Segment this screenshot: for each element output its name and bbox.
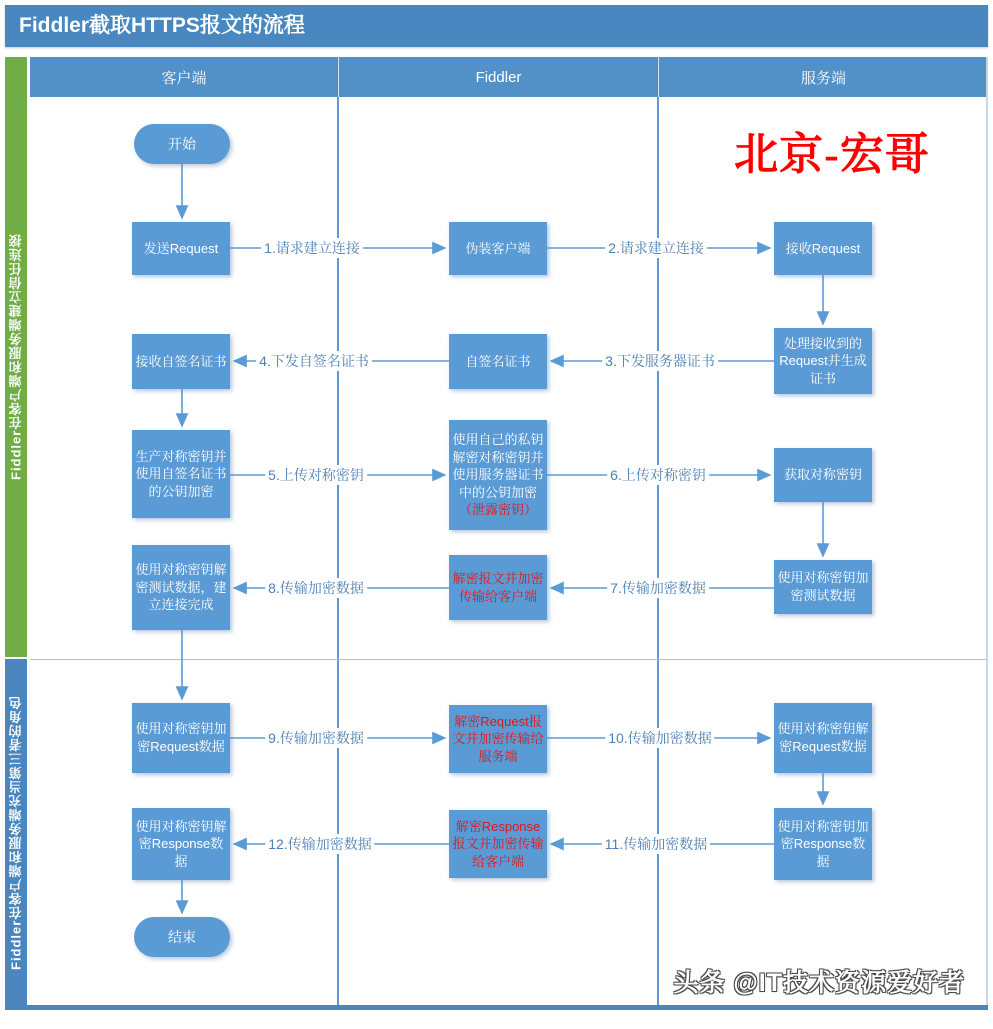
edge-label-11: 11.传输加密数据 (602, 834, 710, 854)
column-header-fiddler: Fiddler (338, 57, 658, 97)
node-server-process-request-gen-cert: 处理接收到的Request并生成证书 (774, 328, 872, 394)
edge-label-12: 12.传输加密数据 (265, 834, 374, 854)
node-text-red: 解密报文并加密传输给客户端 (452, 570, 544, 604)
edge-label-1: 1.请求建立连接 (261, 238, 363, 258)
node-server-encrypt-response: 使用对称密钥加密Response数据 (774, 808, 872, 880)
node-fiddler-decrypt-key-leak (449, 420, 547, 530)
lane-trust-connection-label: Fiddler在客户端和服务端建立信任连接 (8, 233, 24, 481)
edge-label-8: 8.传输加密数据 (265, 578, 367, 598)
lane-divider (30, 659, 986, 660)
node-text: 自签名证书 (465, 353, 531, 369)
node-client-encrypt-request: 使用对称密钥加密Request数据 (132, 703, 230, 773)
node-text-red: 解密Response报文并加密传输给客户端 (452, 818, 544, 869)
edge-label-9: 9.传输加密数据 (265, 728, 367, 748)
edge-label-10: 10.传输加密数据 (605, 728, 714, 748)
node-fiddler-fake-client (449, 222, 547, 275)
canvas-bottom-border (5, 1005, 988, 1010)
column-header-server: 服务端 (658, 57, 988, 97)
node-text: 使用自己的私钥解密对称密钥并使用服务器证书中的公钥加密 (452, 432, 544, 500)
author-watermark: 北京-宏哥 (734, 130, 930, 179)
node-text: 伪装客户端 (465, 240, 531, 256)
node-server-get-symmetric-key: 获取对称密钥 (774, 448, 872, 502)
node-fiddler-decrypt-forward-client (449, 555, 547, 620)
node-client-decrypt-test-data: 使用对称密钥解密测试数据，建立连接完成 (132, 545, 230, 630)
node-fiddler-self-signed-cert (449, 334, 547, 389)
toutiao-watermark: 头条 @IT技术资源爱好者 (673, 969, 965, 997)
node-server-encrypt-test-data: 使用对称密钥加密测试数据 (774, 560, 872, 614)
canvas-right-border (986, 57, 988, 1006)
start-node: 开始 (134, 124, 230, 164)
edge-label-5: 5.上传对称密钥 (265, 465, 367, 485)
node-client-receive-self-signed-cert: 接收自签名证书 (132, 334, 230, 389)
edge-label-2: 2.请求建立连接 (605, 238, 707, 258)
node-client-decrypt-response: 使用对称密钥解密Response数据 (132, 808, 230, 880)
edge-label-7: 7.传输加密数据 (607, 578, 709, 598)
diagram-title: Fiddler截取HTTPS报文的流程 (5, 5, 988, 47)
node-fiddler-decrypt-request-forward-server (449, 705, 547, 773)
column-divider-1 (337, 97, 339, 1006)
column-divider-2 (657, 97, 659, 1006)
edge-label-4: 4.下发自签名证书 (256, 351, 372, 371)
end-node: 结束 (134, 917, 230, 957)
lane-trust-connection (5, 57, 27, 657)
column-header-client: 客户端 (30, 57, 338, 97)
node-fiddler-decrypt-response-forward-client (449, 810, 547, 878)
node-server-decrypt-request: 使用对称密钥解密Request数据 (774, 703, 872, 773)
edge-label-6: 6.上传对称密钥 (607, 465, 709, 485)
lane-third-party-role (5, 659, 27, 1006)
node-client-generate-symmetric-key: 生产对称密钥并使用自签名证书的公钥加密 (132, 430, 230, 518)
node-text-red: （泄露密钥） (458, 502, 537, 518)
node-text-red: 解密Request报文并加密传输给服务端 (452, 713, 544, 764)
edge-label-3: 3.下发服务器证书 (602, 351, 718, 371)
node-client-send-request: 发送Request (132, 222, 230, 275)
lane-third-party-role-label: Fiddler在客户端和服务端充当第三者的角色 (8, 695, 24, 970)
node-server-receive-request: 接收Request (774, 222, 872, 275)
